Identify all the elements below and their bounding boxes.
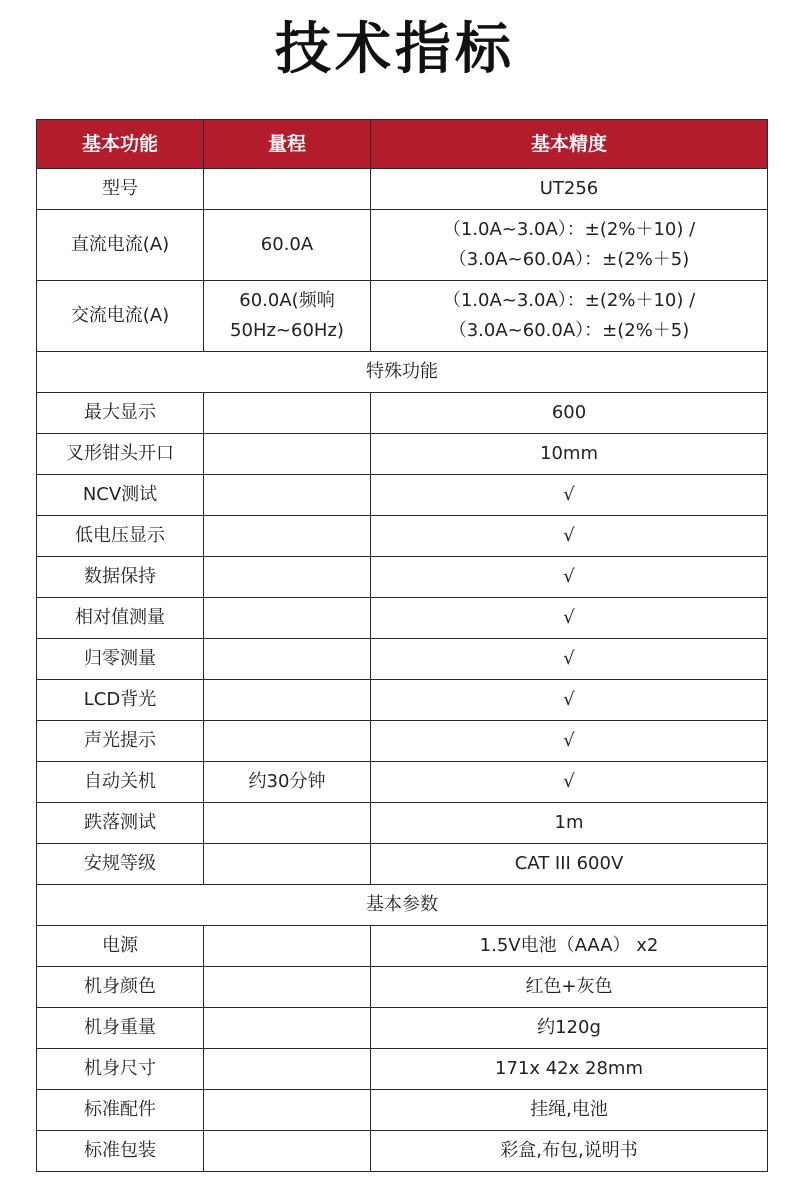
precision-cell: √ (371, 475, 768, 516)
table-row (37, 762, 768, 803)
function-cell: 自动关机 (37, 762, 204, 803)
range-cell (204, 516, 371, 557)
range-cell (204, 1008, 371, 1049)
function-cell: 直流电流(A) (37, 210, 204, 281)
table-row (37, 1090, 768, 1131)
table-row (37, 680, 768, 721)
range-cell (204, 721, 371, 762)
range-cell (204, 393, 371, 434)
precision-cell: √ (371, 680, 768, 721)
range-cell (204, 926, 371, 967)
table-row (37, 803, 768, 844)
table-row (37, 1049, 768, 1090)
precision-cell: CAT III 600V (371, 844, 768, 885)
precision-cell: √ (371, 516, 768, 557)
section-label: 基本参数 (37, 885, 768, 926)
table-row (37, 393, 768, 434)
table-row (37, 967, 768, 1008)
precision-cell: 约120g (371, 1008, 768, 1049)
precision-cell: √ (371, 721, 768, 762)
function-cell: NCV测试 (37, 475, 204, 516)
precision-cell (371, 281, 768, 352)
header-range: 量程 (204, 120, 371, 169)
table-row (37, 844, 768, 885)
range-cell (204, 281, 371, 352)
precision-line: （3.0A~60.0A）：±(2%＋5) (448, 249, 690, 270)
function-cell: LCD背光 (37, 680, 204, 721)
precision-cell: √ (371, 557, 768, 598)
range-cell (204, 434, 371, 475)
precision-cell: 10mm (371, 434, 768, 475)
function-cell: 型号 (37, 169, 204, 210)
range-cell (204, 844, 371, 885)
table-row (37, 169, 768, 210)
function-cell: 相对值测量 (37, 598, 204, 639)
section-row (37, 352, 768, 393)
function-cell: 电源 (37, 926, 204, 967)
precision-line: （1.0A~3.0A）：±(2%＋10) / (442, 219, 696, 240)
section-label: 特殊功能 (37, 352, 768, 393)
function-cell: 最大显示 (37, 393, 204, 434)
range-line: 50Hz~60Hz) (230, 320, 344, 341)
table-row (37, 434, 768, 475)
range-cell (204, 680, 371, 721)
table-row (37, 1008, 768, 1049)
function-cell: 标准包装 (37, 1131, 204, 1172)
function-cell: 低电压显示 (37, 516, 204, 557)
table-row (37, 210, 768, 281)
page-title: 技术指标 (275, 17, 515, 82)
precision-cell: 600 (371, 393, 768, 434)
header-precision: 基本精度 (371, 120, 768, 169)
table-row (37, 557, 768, 598)
precision-line: （3.0A~60.0A）：±(2%＋5) (448, 320, 690, 341)
header-function: 基本功能 (37, 120, 204, 169)
range-cell (204, 803, 371, 844)
table-row (37, 281, 768, 352)
function-cell: 机身尺寸 (37, 1049, 204, 1090)
table-body (37, 169, 768, 1172)
range-cell (204, 557, 371, 598)
section-row (37, 885, 768, 926)
function-cell: 跌落测试 (37, 803, 204, 844)
precision-cell: 1.5V电池（AAA） x2 (371, 926, 768, 967)
precision-cell: 171x 42x 28mm (371, 1049, 768, 1090)
range-cell: 约30分钟 (204, 762, 371, 803)
range-cell (204, 1090, 371, 1131)
table-header-row (37, 120, 768, 169)
precision-cell (371, 210, 768, 281)
precision-cell: 彩盒,布包,说明书 (371, 1131, 768, 1172)
table-row (37, 475, 768, 516)
precision-cell: √ (371, 598, 768, 639)
function-cell: 机身颜色 (37, 967, 204, 1008)
function-cell: 机身重量 (37, 1008, 204, 1049)
range-cell (204, 1131, 371, 1172)
precision-cell: 1m (371, 803, 768, 844)
range-cell (204, 598, 371, 639)
table-row (37, 926, 768, 967)
precision-cell: 挂绳,电池 (371, 1090, 768, 1131)
precision-cell: √ (371, 639, 768, 680)
spec-table (36, 119, 768, 1172)
range-cell: 60.0A (204, 210, 371, 281)
table-row (37, 516, 768, 557)
table-row (37, 598, 768, 639)
function-cell: 安规等级 (37, 844, 204, 885)
table-row (37, 721, 768, 762)
function-cell: 交流电流(A) (37, 281, 204, 352)
table-row (37, 639, 768, 680)
function-cell: 数据保持 (37, 557, 204, 598)
function-cell: 标准配件 (37, 1090, 204, 1131)
range-cell (204, 639, 371, 680)
range-cell (204, 475, 371, 516)
function-cell: 归零测量 (37, 639, 204, 680)
function-cell: 声光提示 (37, 721, 204, 762)
table-row (37, 1131, 768, 1172)
range-line: 60.0A(频响 (239, 290, 335, 311)
range-cell (204, 1049, 371, 1090)
precision-cell: √ (371, 762, 768, 803)
function-cell: 叉形钳头开口 (37, 434, 204, 475)
range-cell (204, 169, 371, 210)
precision-line: （1.0A~3.0A）：±(2%＋10) / (442, 290, 696, 311)
precision-cell: 红色+灰色 (371, 967, 768, 1008)
range-cell (204, 967, 371, 1008)
precision-cell: UT256 (371, 169, 768, 210)
